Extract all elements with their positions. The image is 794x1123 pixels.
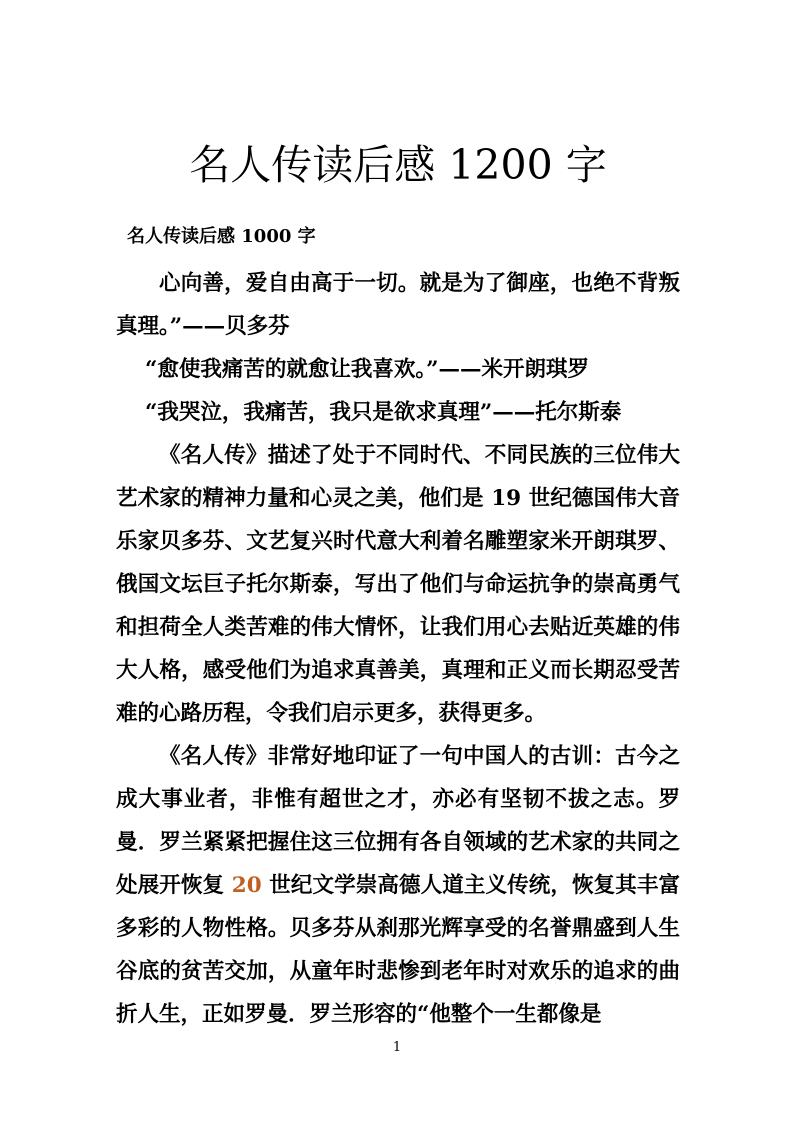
body-text-block <box>116 262 680 1036</box>
paragraph-body-2 <box>116 735 680 1036</box>
paragraph-quote-beethoven: 心向善，爱自由高于一切。就是为了御座，也绝不背叛真理。”——贝多芬 <box>116 271 680 339</box>
paragraph-quote-michelangelo: “愈使我痛苦的就愈让我喜欢。”——米开朗琪罗 <box>145 357 590 382</box>
paragraph-body-2-part-1: 《名人传》非常好地印证了一句中国人的古训：古今之成大事业者，非惟有超世之才，亦必有坚韧不拔之志。罗曼．罗兰紧紧把握住这三位拥有各自领域的艺术家的共同之处展开恢复 <box>116 744 680 898</box>
page-number: 1 <box>392 1040 402 1055</box>
document-subtitle: 名人传读后感 1000 字 <box>127 226 316 247</box>
paragraph-body-2-highlight: 20 <box>231 873 262 898</box>
page-title: 名人传读后感 1200 字 <box>189 141 607 189</box>
paragraph-quote-tolstoy: “我哭泣，我痛苦，我只是欲求真理”——托尔斯泰 <box>145 400 622 425</box>
paragraph-body-1: 《名人传》描述了处于不同时代、不同民族的三位伟大艺术家的精神力量和心灵之美，他们是 19 世纪德国伟大音乐家贝多芬、文艺复兴时代意大利着名雕塑家米开朗琪罗、俄国文坛巨子托尔斯泰，写出了他们与命运抗争的崇高勇气和担荷全人类苦难的伟大情怀，让我们用心去贴近英雄的伟大人格，感受他们为追求真善美，真理和正义而长期忍受苦难的心路历程，令我们启示更多，获得更多。 <box>116 443 680 726</box>
paragraph-body-2-part-2: 世纪文学崇高德人道主义传统，恢复其丰富多彩的人物性格。贝多芬从刹那光辉享受的名誉鼎盛到人生谷底的贫苦交加，从童年时悲惨到老年时对欢乐的追求的曲折人生，正如罗曼．罗兰形容的“他整个一生都像是 <box>116 873 680 1027</box>
